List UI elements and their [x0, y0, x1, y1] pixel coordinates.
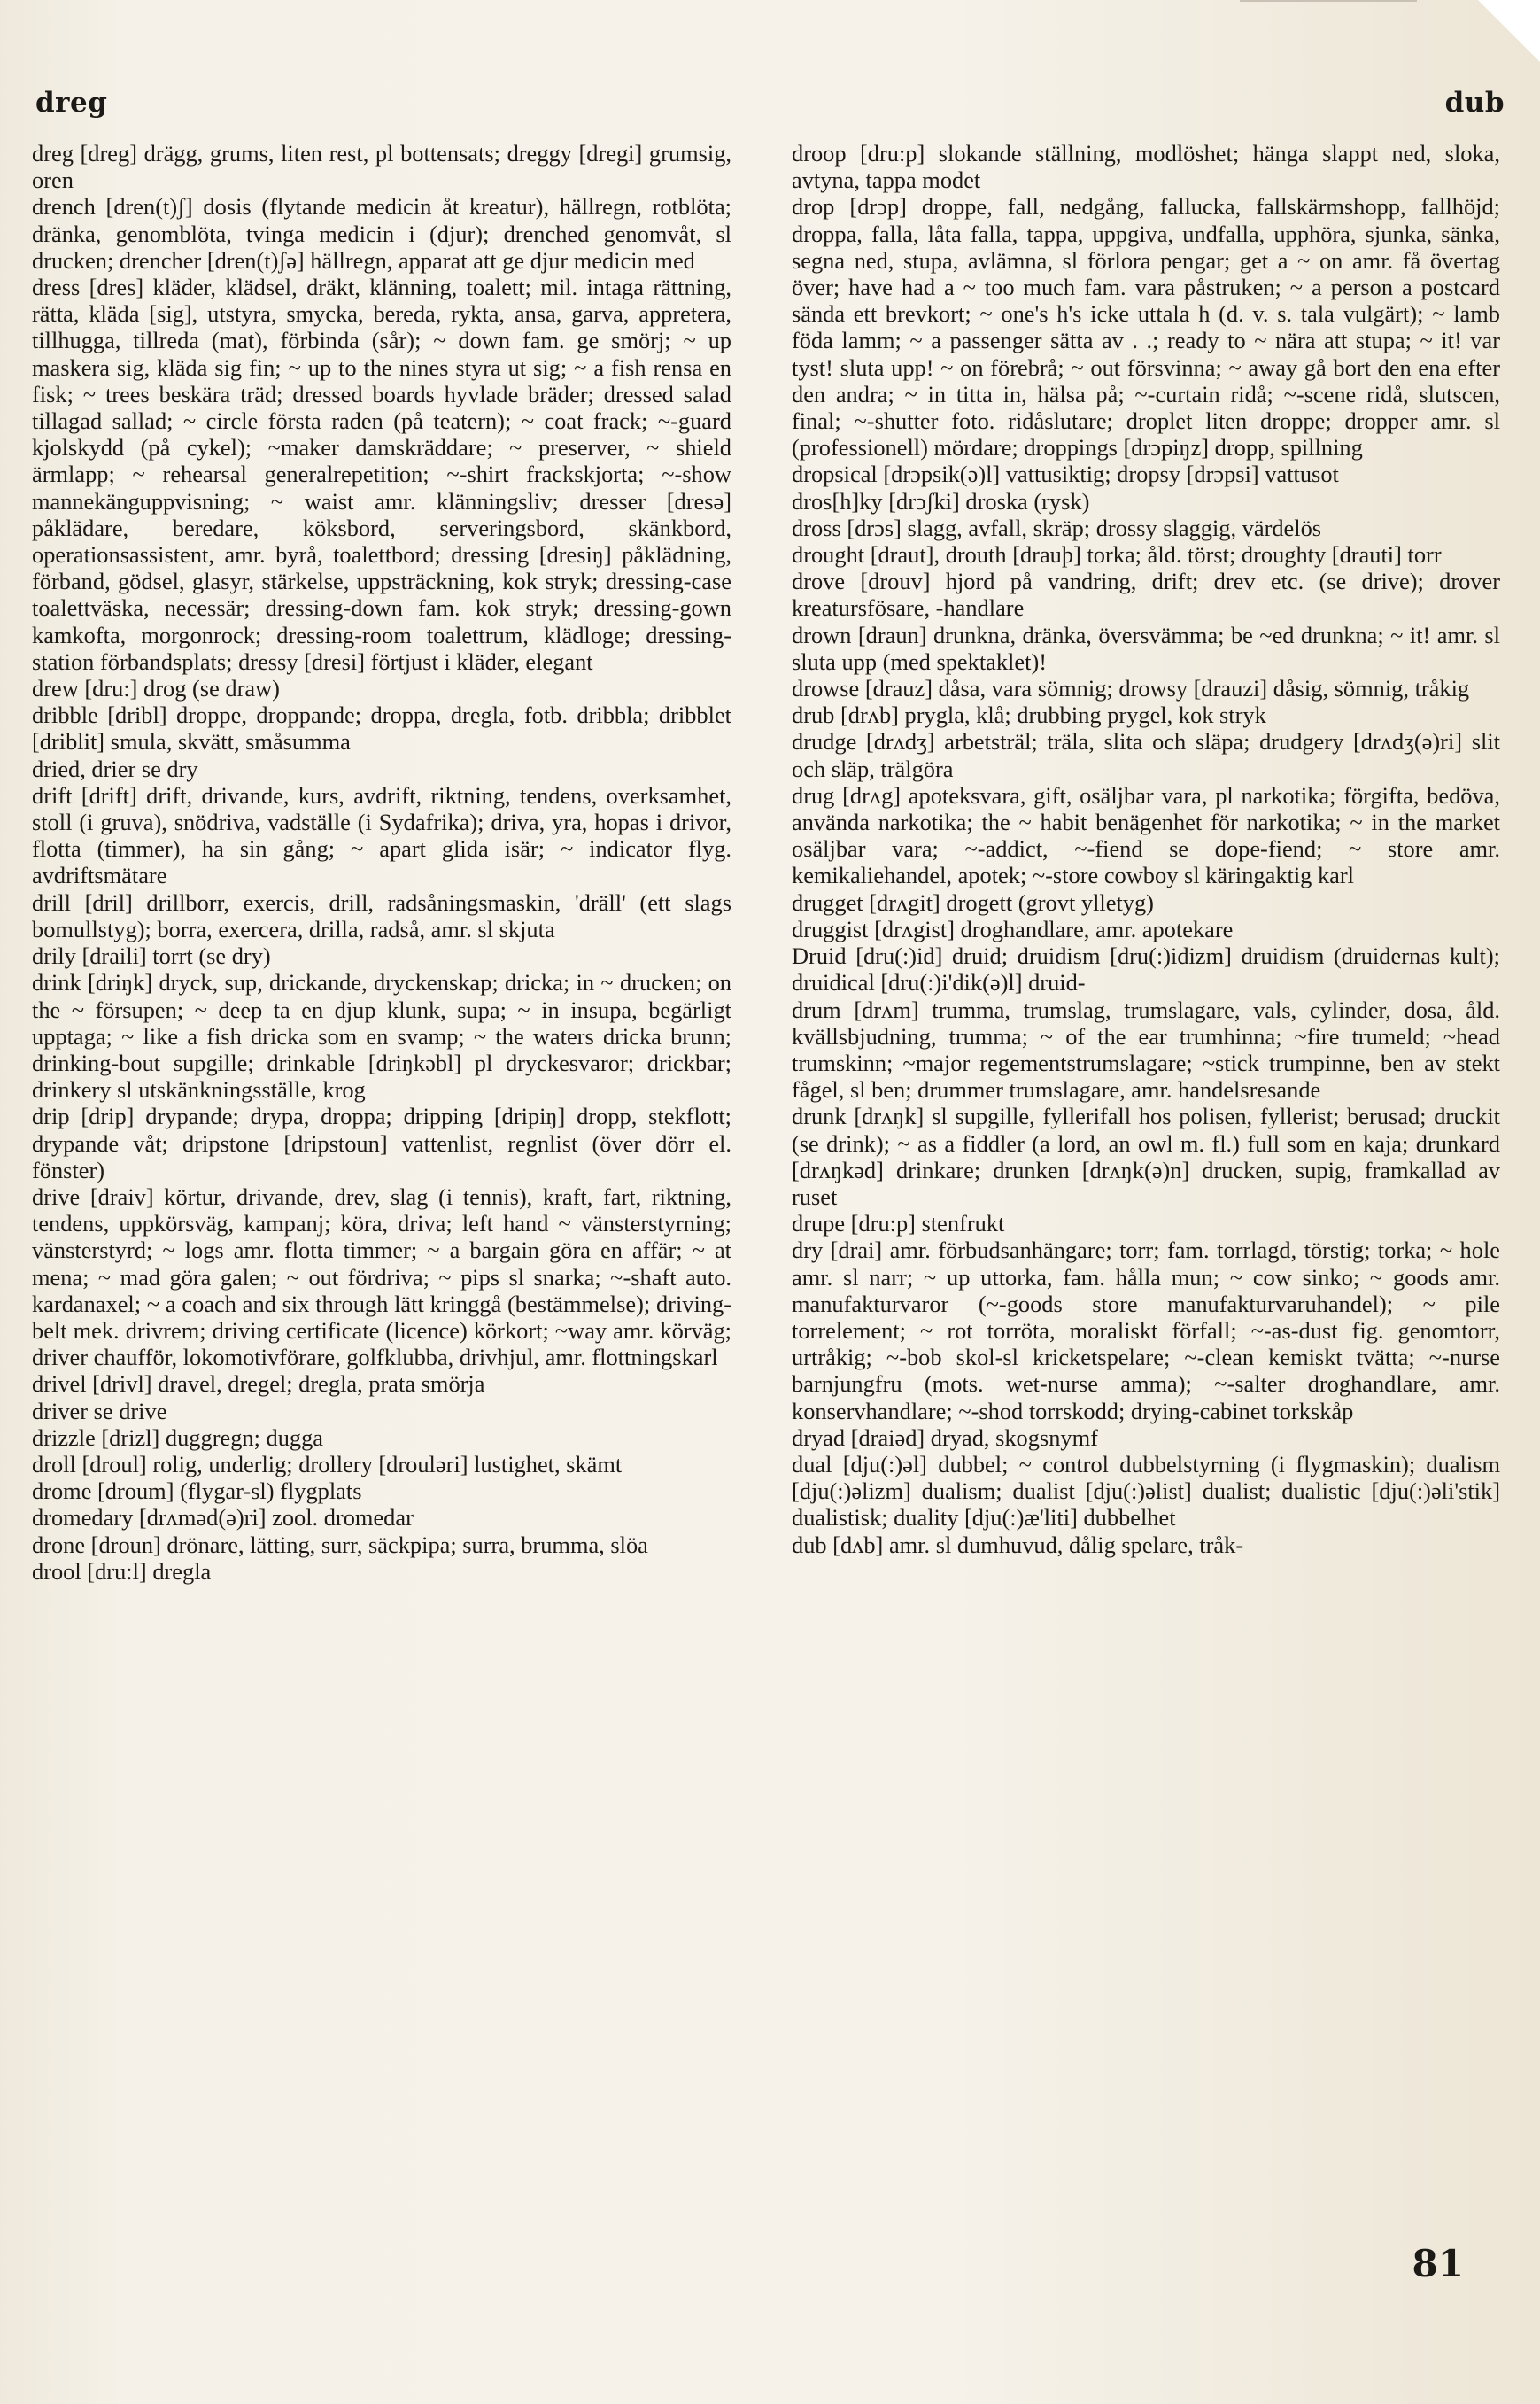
dictionary-entry: drove [drouv] hjord på vandring, drift; drev etc. (se drive); drover kreatursfösare, -handlare: [792, 568, 1500, 622]
dictionary-entry: drug [drʌg] apoteksvara, gift, osäljbar vara, pl narkotika; förgifta, bedöva, använda narkotika; the ~ habit benägenhet för narkotika; ~ in the market osäljbar vara; ~-addict, ~-fiend se dope-fiend; ~ store amr. kemikaliehandel, apotek; ~-store cowboy sl käringaktig karl: [792, 781, 1500, 889]
page-corner: [1478, 0, 1540, 62]
top-edge-mark: [1240, 0, 1417, 2]
dictionary-entry: drool [dru:l] dregla: [32, 1557, 212, 1585]
left-column: [32, 140, 731, 1585]
dictionary-entry: dromedary [drʌməd(ə)ri] zool. dromedar: [32, 1504, 414, 1532]
dictionary-entry: dreg [dreg] drägg, grums, liten rest, pl bottensats; dreggy [dregi] grumsig, oren: [32, 140, 731, 194]
dictionary-entry: drew [dru:] drog (se draw): [32, 675, 280, 702]
dictionary-entry: drum [drʌm] trumma, trumslag, trumslagare, vals, cylinder, dosa, åld. kvällsbjudning, trumma; ~ of the ear trumhinna; ~fire trumeld; ~head trumskinn; ~major regementstrumslagare; ~stick trumpinne, ben av stekt fågel, sl ben; drummer trumslagare, amr. handelsresande: [792, 996, 1500, 1104]
page-number: 81: [1412, 2242, 1464, 2285]
dictionary-entry: drupe [dru:p] stenfrukt: [792, 1210, 1005, 1237]
dictionary-entry: dribble [dribl] droppe, droppande; droppa, dregla, fotb. dribbla; dribblet [driblit] smula, skvätt, småsumma: [32, 702, 731, 756]
dictionary-entry: drome [droum] (flygar-sl) flygplats: [32, 1477, 362, 1505]
dictionary-entry: dryad [draiəd] dryad, skogsnymf: [792, 1423, 1098, 1451]
right-column: [792, 140, 1500, 1558]
dictionary-entry: drive [draiv] körtur, drivande, drev, slag (i tennis), kraft, fart, riktning, tendens, uppkörsväg, kampanj; köra, driva; left hand ~ vänsterstyrning; vänsterstyrd; ~ logs amr. flotta timmer; ~ a bargain göra en affär; ~ at mena; ~ mad göra galen; ~ out fördriva; ~ pips sl snarka; ~-shaft auto. kardanaxel; ~ a coach and six through lätt kringgå (bestämmelse); driving-belt mek. drivrem; driving certificate (licence) körkort; ~way amr. körväg; driver chaufför, lokomotivförare, golfklubba, drivhjul, amr. flottningskarl: [32, 1183, 731, 1371]
dictionary-entry: driver se drive: [32, 1397, 167, 1424]
dictionary-entry: drivel [drivl] dravel, dregel; dregla, prata smörja: [32, 1370, 485, 1398]
dictionary-entry: dress [dres] kläder, klädsel, dräkt, klänning, toalett; mil. intaga rättning, rätta, kläda [sig], utstyra, smycka, bereda, rykta, ansa, garva, appretera, tillhugga, tillreda (mat), förbinda (sår); ~ down fam. ge smörj; ~ up maskera sig, kläda sig fin; ~ up to the nines styra ut sig; ~ a fish rensa en fisk; ~ trees beskära träd; dressed boards hyvlade bräder; dressed salad tillagad sallad; ~ circle första raden (på teatern); ~ coat frack; ~-guard kjolskydd (på cykel); ~maker damskräddare; ~ preserver, ~ shield ärmlapp; ~ rehearsal generalrepetition; ~-shirt frackskjorta; ~-show mannekänguppvisning; ~ waist amr. klänningsliv; dresser [dresə] påklädare, beredare, köksbord, serveringsbord, skänkbord, operationsassistent, amr. byrå, toalettbord; dressing [dresiŋ] påklädning, förband, gödsel, glasyr, stärkelse, uppsträckning, kok stryk; dressing-case toalettväska, necessär; dressing-down fam. kok stryk; dressing-gown kamkofta, morgonrock; dressing-room toalettrum, klädloge; dressing-station förbandsplats; dressy [dresi] förtjust i kläder, elegant: [32, 274, 731, 675]
dictionary-entry: drone [droun] drönare, lätting, surr, säckpipa; surra, brumma, slöa: [32, 1531, 648, 1558]
dictionary-entry: drop [drɔp] droppe, fall, nedgång, fallucka, fallskärmshopp, fallhöjd; droppa, falla, låta falla, tappa, uppgiva, undfalla, upphöra, sjunka, sänka, segna ned, stupa, avlämna, sl förlora pengar; get a ~ on amr. få övertag över; have had a ~ too much fam. vara påstruken; ~ a person a postcard sända ett brevkort; ~ one's h's icke uttala h (d. v. s. tala vulgärt); ~ lamb föda lamm; ~ a passenger sätta av . .; ready to ~ nära att stupa; ~ it! var tyst! sluta upp! ~ on förebrå; ~ out försvinna; ~ away gå bort den ena efter den andra; ~ in titta in, hälsa på; ~-curtain ridå; ~-scene ridå, slutscen, final; ~-shutter foto. ridåslutare; droplet liten droppe; dropper amr. sl (professionell) mördare; droppings [drɔpiŋz] dropp, spillning: [792, 193, 1500, 461]
dictionary-entry: droll [droul] rolig, underlig; drollery [droulәri] lustighet, skämt: [32, 1450, 623, 1477]
dictionary-entry: dual [dju(:)əl] dubbel; ~ control dubbelstyrning (i flygmaskin); dualism [dju(:)əlizm] dualism; dualist [dju(:)əlist] dualist; dualistic [dju(:)əli'stik] dualistisk; duality [dju(:)æ'liti] dubbelhet: [792, 1450, 1500, 1532]
dictionary-entry: drub [drʌb] prygla, klå; drubbing prygel, kok stryk: [792, 702, 1266, 729]
dictionary-entry: dropsical [drɔpsik(ə)l] vattusiktig; dropsy [drɔpsi] vattusot: [792, 461, 1339, 488]
dictionary-entry: Druid [dru(:)id] druid; druidism [dru(:)idizm] druidism (druidernas kult); druidical [dru(:)i'dik(ə)l] druid-: [792, 942, 1500, 996]
running-head-left: dreg: [35, 87, 108, 119]
dictionary-entry: dry [drai] amr. förbudsanhängare; torr; fam. torrlagd, törstig; torka; ~ hole amr. sl narr; ~ up uttorka, fam. hålla mun; ~ cow sinko; ~ goods amr. manufakturvaror (~-goods store manufakturvaruhandel); ~ pile torrelement; ~ rot torröta, moraliskt förfall; ~-as-dust fig. genomtorr, urtråkig; ~-bob skol-sl kricketspelare; ~-clean kemiskt tvätta; ~-nurse barnjungfru (mots. wet-nurse amma); ~-salter droghandlare, amr. konservhandlare; ~-shod torrskodd; drying-cabinet torkskåp: [792, 1237, 1500, 1424]
dictionary-entry: drench [dren(t)ʃ] dosis (flytande medicin åt kreatur), hällregn, rotblöta; dränka, genomblöta, tvinga medicin i (djur); drenched genomvåt, sl drucken; drencher [dren(t)ʃə] hällregn, apparat att ge djur medicin med: [32, 193, 731, 274]
dictionary-entry: druggist [drʌgist] droghandlare, amr. apotekare: [792, 915, 1234, 942]
dictionary-entry: drudge [drʌdʒ] arbetsträl; träla, slita och släpa; drudgery [drʌdʒ(ə)ri] slit och släp, trälgöra: [792, 728, 1500, 782]
dictionary-entry: drugget [drʌgit] drogett (grovt ylletyg): [792, 888, 1154, 916]
dictionary-entry: dried, drier se dry: [32, 755, 198, 782]
dictionary-entry: drown [draun] drunkna, dränka, översvämma; be ~ed drunkna; ~ it! amr. sl sluta upp (med spektaklet)!: [792, 621, 1500, 675]
dictionary-entry: drowse [drauz] dåsa, vara sömnig; drowsy [drauzi] dåsig, sömnig, tråkig: [792, 675, 1470, 702]
dictionary-entry: drizzle [drizl] duggregn; dugga: [32, 1423, 324, 1451]
running-head-right: dub: [1444, 87, 1505, 119]
dictionary-entry: dub [dʌb] amr. sl dumhuvud, dålig spelare, tråk-: [792, 1531, 1244, 1558]
dictionary-entry: drily [draili] torrt (se dry): [32, 942, 271, 970]
dictionary-entry: droop [dru:p] slokande ställning, modlöshet; hänga slappt ned, sloka, avtyna, tappa modet: [792, 140, 1500, 194]
dictionary-entry: drunk [drʌŋk] sl supgille, fyllerifall hos polisen, fyllerist; berusad; druckit (se drink); ~ as a fiddler (a lord, an owl m. fl.) full som en kaja; drunkard [drʌŋkəd] drinkare; drunken [drʌŋk(ə)n] drucken, supig, framkallad av ruset: [792, 1103, 1500, 1210]
dictionary-entry: dros[h]ky [drɔʃki] droska (rysk): [792, 487, 1090, 515]
dictionary-entry: drill [dril] drillborr, exercis, drill, radsåningsmaskin, 'dräll' (ett slags bomullstyg); borra, exercera, drilla, radså, amr. sl skjuta: [32, 888, 731, 942]
dictionary-entry: dross [drɔs] slagg, avfall, skräp; drossy slaggig, värdelös: [792, 514, 1322, 541]
dictionary-entry: drink [driŋk] dryck, sup, drickande, dryckenskap; dricka; in ~ drucken; on the ~ försupen; ~ deep ta en djup klunk, supa; ~ in insupa, begärligt upptaga; ~ like a fish dricka som en svamp; ~ the waters dricka brunn; drinking-bout supgille; drinkable [driŋkəbl] pl dryckesvaror; drickbar; drinkery sl utskänkningsställe, krog: [32, 969, 731, 1104]
dictionary-entry: drought [draut], drouth [drauþ] torka; åld. törst; droughty [drauti] torr: [792, 541, 1442, 569]
dictionary-entry: drip [drip] drypande; drypa, droppa; dripping [dripiŋ] dropp, stekflott; drypande våt; dripstone [dripstoun] vattenlist, regnlist (över dörr el. fönster): [32, 1103, 731, 1183]
dictionary-entry: drift [drift] drift, drivande, kurs, avdrift, riktning, tendens, overksamhet, stoll (i gruva), snödriva, vadställe (i Sydafrika); driva, yra, hopas i drivor, flotta (timmer), ha sin gång; ~ apart glida isär; ~ indicator flyg. avdriftsmätare: [32, 781, 731, 889]
